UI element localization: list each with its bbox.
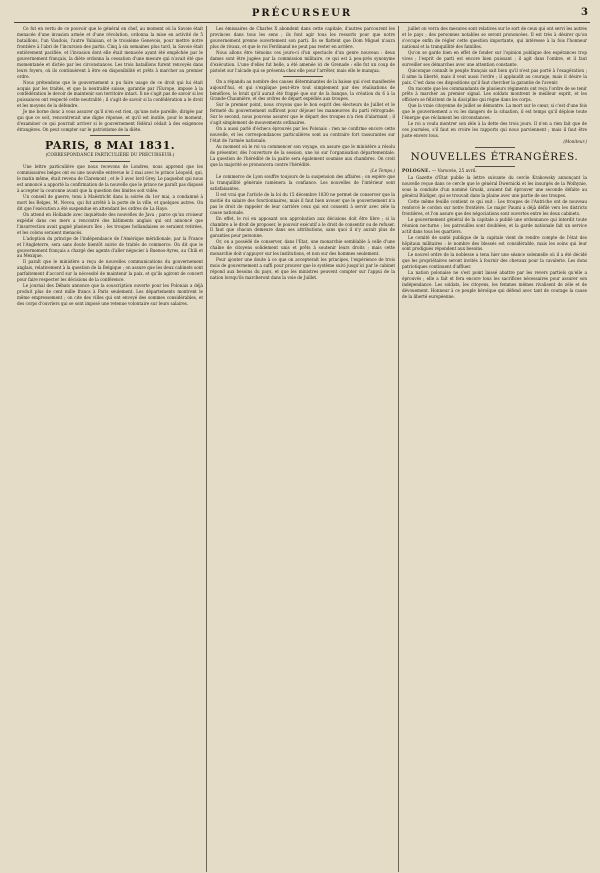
- paragraph: Que la vraie citoyenne de juillet se démontre. La mort sur le cœur, si c'est d'une fois que le gouvernement a vu les dangers de la situation, il est temps qu'il déploie toute l'énergie que réclament les circonstances.: [402, 103, 587, 121]
- paragraph: Le journal des Débats annonce que la souscription ouverte pour les Polonais a déjà produit plus de cent mille francs à Paris seulement. Les départements montrent le même empressement ; on cite des villes qui ont envoyé des sommes considérables, et des corps d'ouvriers qui se sont imposé une retenue volontaire sur leurs salaires.: [17, 283, 203, 307]
- masthead: PRÉCURSEUR: [251, 8, 353, 19]
- column-3: [398, 26, 590, 872]
- paragraph: Les émissaires de Charles X abondent dans cette capitale, d'autres parcourent les provinces dans tous les sens ; ils font agir tous les ressorts pour que notre gouvernement prenne ouvertement son parti. Ils se flattent que Dom Miguel n'aura plus de rivaux, et que le roi Ferdinand ne peut pas rester en arrière.: [210, 26, 395, 49]
- paragraph: Qu'on se garde bien en effet de fonder sur l'opinion publique des espérances trop vives ; l'esprit de parti est encore bien puissant ; il agit dans l'ombre, et il faut surveiller ses démarches avec une attention constante.: [402, 49, 587, 67]
- paragraph: On a répandu au nombre des causes déterminantes de la baisse qui s'est manifestée aujourd'hui, et qui s'explique peut-être tout simplement par des réalisations de bénéfices, le bruit qu'il aurait été frappé que sur de la banque, la création du 6 à la Grande-Chaumière, et des ordres de départ expédiés aux troupes.: [210, 78, 395, 102]
- correspondence-subline: (CORRESPONDANCE PARTICULIÈRE DU PRÉCURSEUR.): [45, 153, 175, 159]
- news-country: POLOGNE.: [402, 169, 431, 175]
- paragraph: Le gouvernement général de la capitale a publié une ordonnance qui interdit toute réunion nocturne ; les patrouilles sont doublées, et la garde nationale fait un service actif dans tous les quartiers.: [402, 216, 587, 234]
- paragraph: Or, on a possédé de conserver, dans l'Etat, une monarchie semblable à celle d'une chaîne de citoyens solidement unis et prêts à soutenir leurs droits ; mais cette monarchie doit s'appuyer sur les institutions, et non sur des hommes seulement.: [210, 239, 395, 257]
- column-1: [14, 26, 206, 872]
- divider: [475, 166, 515, 167]
- paragraph: Il paraît que le ministère a reçu de nouvelles communications du gouvernement anglais, relativement à la question de la Belgique ; on assure que les deux cabinets sont parfaitement d'accord sur la nécessité de maintenir la paix, et qu'ils agiront de concert pour faire respecter les décisions de la conférence.: [17, 259, 203, 283]
- divider: [475, 147, 515, 148]
- paragraph: Une lettre particulière que nous recevons de Londres, nous apprend que les commissaires belges ont eu une nouvelle entrevue le 2 mai avec le prince Léopold, qui, le matin même, était revenu de Claremont ; et le 3 avec lord Grey. Le paquebot qui nous est annoncé a apporté la confirmation de la nouvelle que le prince ne paraît pas disposé à accepter la couronne avant que la question des limites soit vidée.: [17, 164, 203, 193]
- column-2: [206, 26, 398, 872]
- page-header: [14, 6, 590, 23]
- paragraph: Il est vrai que l'article de la loi du 15 décembre 1830 ne permet de conserver que la moitié du salaire des fonctionnaires, mais il faut bien avouer que le gouvernement n'a pas le droit de rappeler de leur carrière ceux qui ont consenti à servir avec zèle la cause nationale.: [210, 191, 395, 215]
- paragraph: Pour ajouter une doute à ce que on accepterait les principes, l'expérience de trois mois de gouvernement a suffi pour prouver que le système suivi jusqu'ici par le cabinet répond aux besoins du pays, et que les ministres peuvent compter sur l'appui de la nation lorsqu'ils marcheront dans la voie de Juillet.: [210, 257, 395, 281]
- paragraph: Le comité de santé publique de la capitale vient de rendre compte de l'état des hôpitaux militaires : le nombre des blessés est considérable, mais les soins qui leur sont prodigués répondent aux besoins.: [402, 234, 587, 252]
- paragraph: Nous allons être témoins ces jours-ci d'un spectacle d'un genre nouveau : deux dames sont être jugées par la commission militaire, ce qui est à peu-près synonyme d'exécution. L'une d'elles fut belle, a été amenée ici de Grenade : elle fut un coup de pistolet sur l'alcade qui se présenta chez elle pour l'arrêter, mais elle le manqua.: [210, 49, 395, 73]
- section-title-foreign-news: NOUVELLES ÉTRANGÈRES.: [410, 151, 579, 164]
- source-attribution: (Moniteur.): [563, 139, 587, 145]
- paragraph: On a aussi parlé d'échecs éprouvés par les Polonais : rien ne confirme encore cette nouvelle, et les correspondances particulières sont au contraire fort rassurantes sur l'état de l'armée nationale.: [210, 126, 395, 144]
- divider: [90, 135, 130, 136]
- paragraph: La nation polonaise ne s'est point laissé abattre par les revers partiels qu'elle a éprouvés ; elle a fait et fera encore tous les sacrifices nécessaires pour assurer son indépendance. Les soldats, les citoyens, les femmes mêmes rivalisent de zèle et de dévouement. Honneur à ce peuple héroïque qui défend avec tant de courage la cause de la liberté européenne.: [402, 270, 587, 300]
- paragraph: La Gazette d'État publie la lettre suivante du cercle Krakowsky annonçant la nouvelle reçue dans ce cercle que le général Dwernicki et les insurgés de la Wolhynie, sous la conduite d'un nommé Gruski, avaient fait éprouver une seconde défaite au général Rüdiger, qui se trouvait dans la plaine avec une partie de ses troupes.: [402, 175, 587, 198]
- paragraph: Ce fut en vertu de ce pouvoir que le général en chef, au moment où la Savoie était menacée d'une invasion armée et d'une révolution, ordonna la mise en activité de 5 bataillons, l'un Vaudois, l'autre Valaisan, et le troisième Genevois, pour mettre notre frontière à l'abri de l'incursion des partis. Cinq à six semaines plus tard, la Savoie était entièrement pacifiée, et l'invasion dont elle était menacée ayant été empêchée par le gouvernement français, la diète ordonna la cessation d'une mesure qui n'avait été que momentanée et dictée par les circonstances. Les trois bataillons furent renvoyés dans leurs foyers, où ils continuèrent à être en disponibilité et prêts à marcher au premier ordre.: [17, 26, 203, 79]
- divider: [283, 76, 323, 77]
- news-place-date: — Varsovie, 25 avril.: [431, 169, 477, 175]
- paragraph: On raconte que les commandants de plusieurs régiments ont reçu l'ordre de se tenir prêts à marcher au premier signal. Les soldats montrent le meilleur esprit, et les officiers se félicitent de la discipline qui règne dans les corps.: [402, 85, 587, 103]
- paragraph: Un conseil de guerre, tenu à Maëstricht dans la soirée du 1er mai, a condamné à mort les Belges, M. Nevou, qui fut arrêté à la porte de la ville, et quelques autres. On dit que l'exécution a été suspendue en attendant les ordres de La Haye.: [17, 193, 203, 211]
- paragraph: Au moment où le roi va commencer son voyage, on assure que le ministère a résolu de présenter, dès l'ouverture de la session, une loi sur l'organisation départementale. La question de l'hérédité de la pairie sera également soumise aux chambres. On croit que la majorité se prononcera contre l'hérédité.: [210, 144, 395, 167]
- dateline-paris: PARIS, 8 MAI 1831.: [44, 139, 176, 153]
- paragraph: juillet on verra des mesures sont relatives sur le sort de ceux qui ont servi les autres et le pays ; des personnes notables se seront prononcées. Il est très à désirer qu'on s'occupe enfin de régler cette question importante, qui intéresse à la fois l'honneur national et la tranquillité des familles.: [402, 26, 587, 49]
- paragraph: L'adoption du principe de l'indépendance de l'Amérique méridionale, par la France et l'Angleterre, sera sans doute bientôt suivie de traités de commerce. On dit que le gouvernement français a chargé des agents d'aller négocier à Buenos-Ayres, au Chili et au Mexique.: [17, 235, 203, 259]
- paragraph: Quiconque connaît le peuple français sait bien qu'il n'est pas porté à l'exagération ; il aime la liberté, mais il veut aussi l'ordre ; il applaudit au courage, mais il désire la paix. C'est dans ces dispositions qu'il faut chercher la garantie de l'avenir.: [402, 67, 587, 85]
- paragraph: On attend en Hollande avec inquiétude des nouvelles de Java ; parce qu'un croiseur expédié dans ces mers a rencontré des bâtiments anglais qui ont annoncé que l'insurrection avait gagné plusieurs îles ; les troupes hollandaises se seraient retirées, et les colons seraient menacés.: [17, 211, 203, 235]
- paragraph: Nous prétendons que le gouvernement a pu faire usage de ce droit qui lui était acquis par les traités, et que la neutralité suisse, garantie par l'Europe, impose à la confédération le devoir de maintenir son territoire intact. Il ne s'agit pas de savoir si les puissances ont respecté cette neutralité ; il s'agit de savoir si la confédération a le droit et les moyens de la défendre.: [17, 79, 203, 109]
- paragraph: Cette même feuille contient ce qui suit : Les troupes de l'Autriche ont de nouveau renforcé le cordon sur notre frontière. Le major Paumi a déjà défilé vers les districts frontières, et l'on assure que des négociations sont ouvertes entre les deux cabinets.: [402, 198, 587, 216]
- divider: [90, 161, 130, 162]
- paragraph: Le commerce de Lyon souffre toujours de la suspension des affaires ; on espère que la tranquillité générale ramènera la confiance. Les nouvelles de l'intérieur sont satisfaisantes.: [210, 173, 395, 191]
- page-number: 3: [581, 7, 588, 18]
- paragraph: Sur le premier point, nous croyons que le bon esprit des électeurs de Juillet et le fermeté du gouvernement suffiront pour déjouer les manœuvres du parti rétrograde. Sur le second, nous pouvons assurer que le départ des troupes n'a rien d'alarmant ; il s'agit simplement de mouvements ordinaires.: [210, 102, 395, 126]
- paragraph: Le nouvel ordre de la noblesse a tenu hier une séance solennelle où il a été décidé que les propriétaires seront invités à fournir des chevaux pour la cavalerie. Les dons patriotiques continuent d'affluer.: [402, 252, 587, 270]
- paragraph: En effet, le roi en apposant son approbation aux décisions doit être libre ; si la chambre a le droit de proposer, le pouvoir exécutif a le droit de consentir ou de refuser. Il faut que chacun demeure dans ses attributions, sans quoi il n'y aurait plus de garanties pour personne.: [210, 215, 395, 239]
- source-attribution: (Le Temps.): [370, 167, 395, 173]
- paragraph: Le roi a voulu montrer son zèle à la dette des trois jours. Il n'en a rien fait que de ces journées, s'il faut en croire les rapports qui nous parviennent ; mais il faut être juste envers tous.: [402, 121, 587, 139]
- paragraph: Je me borne donc à vous assurer qu'il n'en est rien, qu'une note pareille, dirigée par qui que ce soit, rencontrerait une digne réponse, et qu'il est inutile, pour le moment, d'examiner ce qui pourrait arriver si le gouvernement fédéral cédait à des exigences étrangères. On peut compter sur le patriotisme de la diète.: [17, 109, 203, 133]
- text-columns: [14, 26, 590, 872]
